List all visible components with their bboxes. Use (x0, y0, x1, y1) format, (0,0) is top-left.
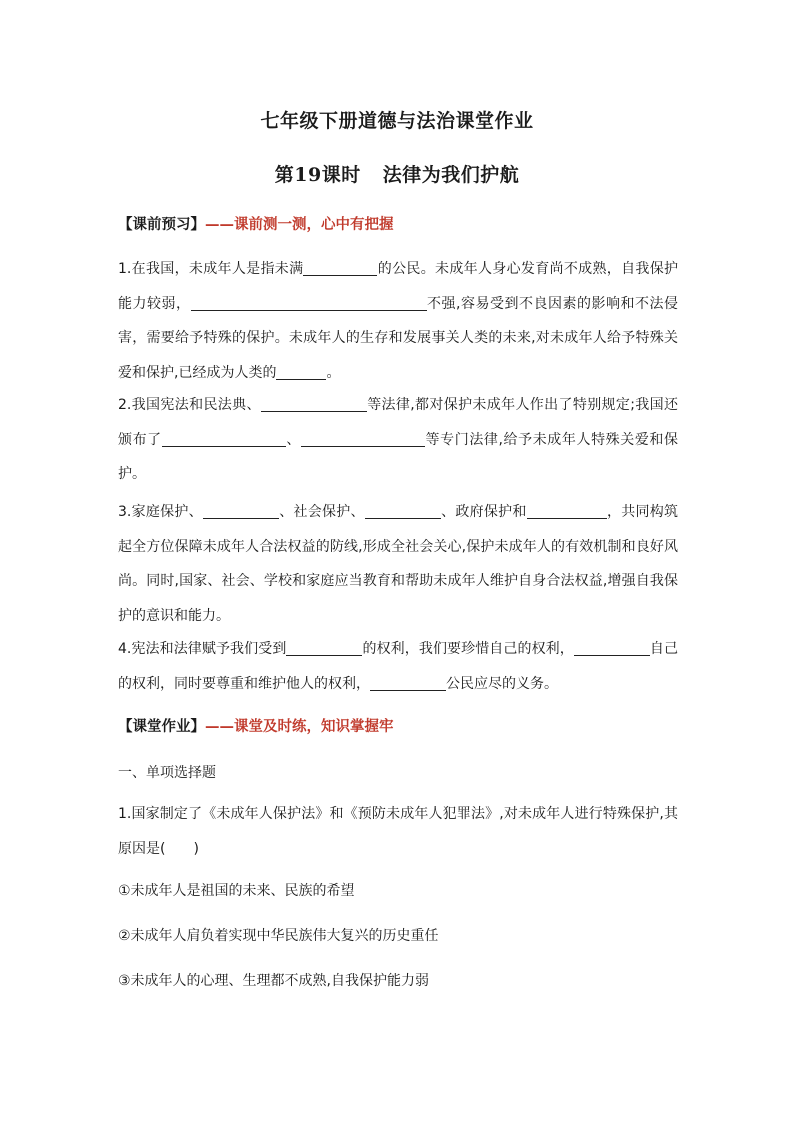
document-title: 七年级下册道德与法治课堂作业 (260, 110, 534, 132)
section-bracket: 【课堂作业】 (118, 719, 205, 735)
part-heading: 一、单项选择题 (118, 765, 216, 781)
fill-blank[interactable] (203, 502, 279, 519)
fill-blank[interactable] (574, 639, 650, 656)
section-slogan: ——课前测一测，心中有把握 (205, 217, 394, 233)
preview-item-2: 2.我国宪法和民法典、 等法律,都对保护未成年人作出了特别规定;我国还颁布了 、 等专门法律,给予未成年人特殊关爱和保护。 (118, 397, 679, 482)
question-1-option[interactable]: ①未成年人是祖国的未来、民族的希望 (118, 883, 355, 899)
question-1-option[interactable]: ②未成年人肩负着实现中华民族伟大复兴的历史重任 (118, 928, 439, 944)
question-1-option[interactable]: ③未成年人的心理、生理都不成熟,自我保护能力弱 (118, 973, 429, 989)
lesson-name: 法律为我们护航 (382, 164, 520, 186)
preview-item-3: 3.家庭保护、 、社会保护、 、政府保护和 ，共同构筑起全方位保障未成年人合法权益的防线,形成全社会关心,保护未成年人的有效机制和良好风尚。同时,国家、社会、学校和家庭应当教育和帮助未成年人维护自身合法权益,增强自我保护的意识和能力。 (118, 504, 678, 624)
fill-blank[interactable] (365, 502, 441, 519)
lesson-number: 第19课时 (274, 164, 361, 186)
preview-section-heading (118, 213, 394, 234)
fill-blank[interactable] (191, 294, 427, 311)
lesson-heading (0, 160, 794, 187)
preview-item-4: 4.宪法和法律赋予我们受到 的权利，我们要珍惜自己的权利， 自己的权利，同时要尊重和维护他人的权利， 公民应尽的义务。 (118, 641, 679, 692)
fill-blank[interactable] (301, 430, 425, 447)
fill-blank[interactable] (303, 259, 377, 276)
fill-blank[interactable] (162, 430, 286, 447)
question-1-stem: 1.国家制定了《未成年人保护法》和《预防未成年人犯罪法》,对未成年人进行特殊保护,其原因是( ) (118, 806, 678, 857)
section-bracket: 【课前预习】 (118, 217, 205, 233)
fill-blank[interactable] (276, 363, 326, 380)
preview-item-1: 1.在我国，未成年人是指未满 的公民。未成年人身心发育尚不成熟，自我保护能力较弱， 不强,容易受到不良因素的影响和不法侵害，需要给予特殊的保护。未成年人的生存和发展事关人类的未来,对未成年人给予特殊关爱和保护,已经成为人类的 。 (118, 261, 679, 381)
section-slogan: ——课堂及时练，知识掌握牢 (205, 719, 394, 735)
fill-blank[interactable] (527, 502, 607, 519)
class-section-heading (118, 715, 394, 736)
fill-blank[interactable] (370, 674, 446, 691)
fill-blank[interactable] (286, 639, 362, 656)
fill-blank[interactable] (261, 395, 367, 412)
